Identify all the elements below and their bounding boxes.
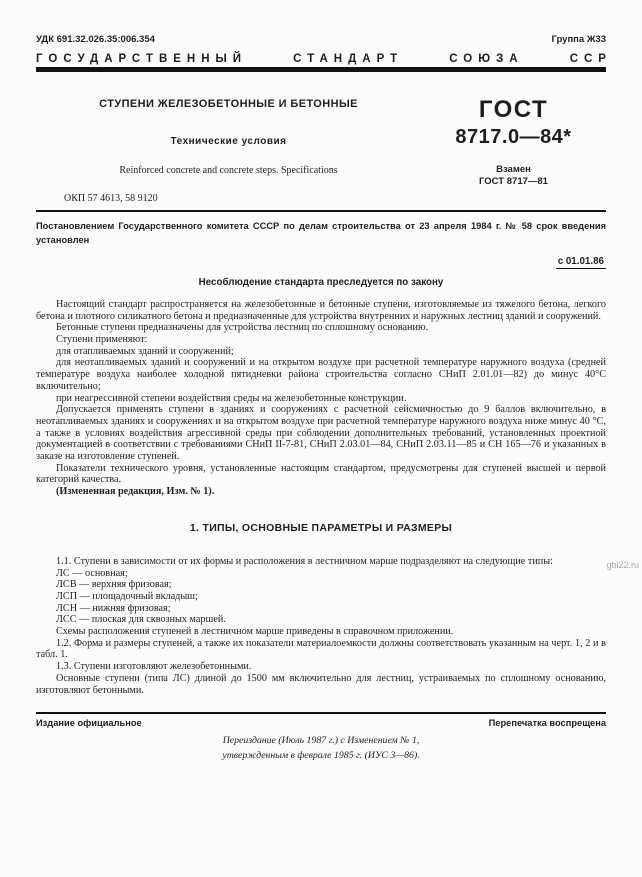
header-word: ГОСУДАРСТВЕННЫЙ [36,53,248,65]
title-left-column [36,98,421,187]
document-subtitle-en: Reinforced concrete and concrete steps. Specifications [119,165,338,176]
body-paragraph: ЛС — основная; [56,567,128,579]
state-standard-header [36,53,612,65]
body-paragraph: ЛСП — площадочный вкладыш; [56,590,198,602]
site-watermark: gbi22.ru [606,560,639,570]
header-word: СОЮЗА [449,53,524,65]
body-paragraph: при неагрессивной степени воздействия среды на железобетонные конструкции. [56,392,407,404]
reissue-line-1: Переиздание (Июль 1987 г.) с Изменением № 1, [222,734,420,746]
body-paragraph: (Измененная редакция, Изм. № 1). [56,486,215,498]
body-paragraph: Основные ступени (типа ЛС) длиной до 1500 мм включительно для лестниц, устраиваемых по сплошному основанию, изготовляют бетонными. [36,672,606,696]
footer-row [36,718,606,728]
udk-code: УДК 691.32.026.35:006.354 [36,34,155,45]
gost-designation-block [421,98,606,187]
reissue-line-2: утвержденным в феврале 1985 г. (ИУС 3—86). [222,750,420,762]
body-paragraph: ЛСВ — верхняя фризовая; [56,579,172,591]
body-paragraph: Настоящий стандарт распространяется на железобетонные и бетонные ступени, изготовляемые из тяжелого бетона, легкого бетона и плотного силикатного бетона и предназначенные для устройства внутренних и наружных лестниц зданий и сооружений. [36,298,606,322]
reissue-note [36,733,606,763]
body-paragraph: 1.3. Ступени изготовляют железобетонными. [56,661,252,673]
body-paragraph: Показатели технического уровня, установленные настоящим стандартом, предусмотрены для ступеней высшей и первой категорий качества. [36,462,606,486]
header-word: СТАНДАРТ [293,53,404,65]
top-codes-row [36,34,606,45]
decree-separator-rule [36,210,606,212]
law-notice: Несоблюдение стандарта преследуется по закону [198,276,444,288]
body-paragraph: 1.1. Ступени в зависимости от их формы и расположения в лестничном марше подразделяют на следующие типы: [56,555,553,567]
effective-date-row [36,251,606,269]
group-code: Группа Ж33 [551,34,606,45]
official-edition-label: Издание официальное [36,717,142,728]
header-rule [36,67,606,72]
introduction-paragraphs [36,299,606,498]
header-word: ССР [569,53,612,65]
decree-paragraph: Постановлением Государственного комитета СССР по делам строительства от 23 апреля 1984 г. № 58 срок введения установлен [36,221,606,245]
body-paragraph: для отапливаемых зданий и сооружений; [56,345,234,357]
gost-label: ГОСТ [478,96,549,123]
body-paragraph: Ступени применяют: [56,333,148,345]
section-1-heading: 1. ТИПЫ, ОСНОВНЫЕ ПАРАМЕТРЫ И РАЗМЕРЫ [189,521,453,534]
body-paragraph: для неотапливаемых зданий и сооружений и на открытом воздухе при расчетной температуре наружного воздуха (средней температуре воздуха наиболее холодной пятидневки района строительства согласно СНиП 2.01.01—82) до минус 40°С включительно; [36,357,606,392]
effective-date: с 01.01.86 [557,255,604,267]
document-subtitle-ru: Технические условия [170,136,287,147]
body-paragraph: ЛСН — нижняя фризовая; [56,602,171,614]
replaces-label: Взамен [496,164,531,175]
reprint-prohibited-label: Перепечатка воспрещена [488,717,606,728]
body-paragraph: Бетонные ступени предназначены для устройства лестниц по сплошному основанию. [56,322,429,334]
section-1-paragraphs [36,556,606,696]
title-block [36,98,606,187]
body-paragraph: Схемы расположения ступеней в лестничном марше приведены в справочном приложении. [56,626,454,638]
footer-rule [36,712,606,714]
document-title-ru: СТУПЕНИ ЖЕЛЕЗОБЕТОННЫЕ И БЕТОННЫЕ [99,98,358,110]
okp-codes: ОКП 57 4613, 58 9120 [64,193,158,204]
body-paragraph: Допускается применять ступени в зданиях и сооружениях с расчетной сейсмичностью до 9 баллов включительно, в неотапливаемых зданиях и сооружениях и на открытом воздухе при расчетной температуре наружного воздуха ниже минус 40 °С, а также в условиях воздействия агрессивной среды при соблюдении дополнительных требований, установленных проектной документацией в соответствии с требованиями СНиП II-7-81, СНиП 2.03.01—84, СНиП 2.03.11—85 и СН 165—76 и указанных в заказе на изготовление ступеней. [36,404,606,463]
gost-number: 8717.0—84* [455,126,572,148]
replaces-value: ГОСТ 8717—81 [479,176,548,187]
body-paragraph: ЛСС — плоская для сквозных маршей. [56,614,226,626]
body-paragraph: 1.2. Форма и размеры ступеней, а также их показатели материалоемкости должны соответствовать указанным на черт. 1, 2 и в табл. 1. [36,637,606,661]
